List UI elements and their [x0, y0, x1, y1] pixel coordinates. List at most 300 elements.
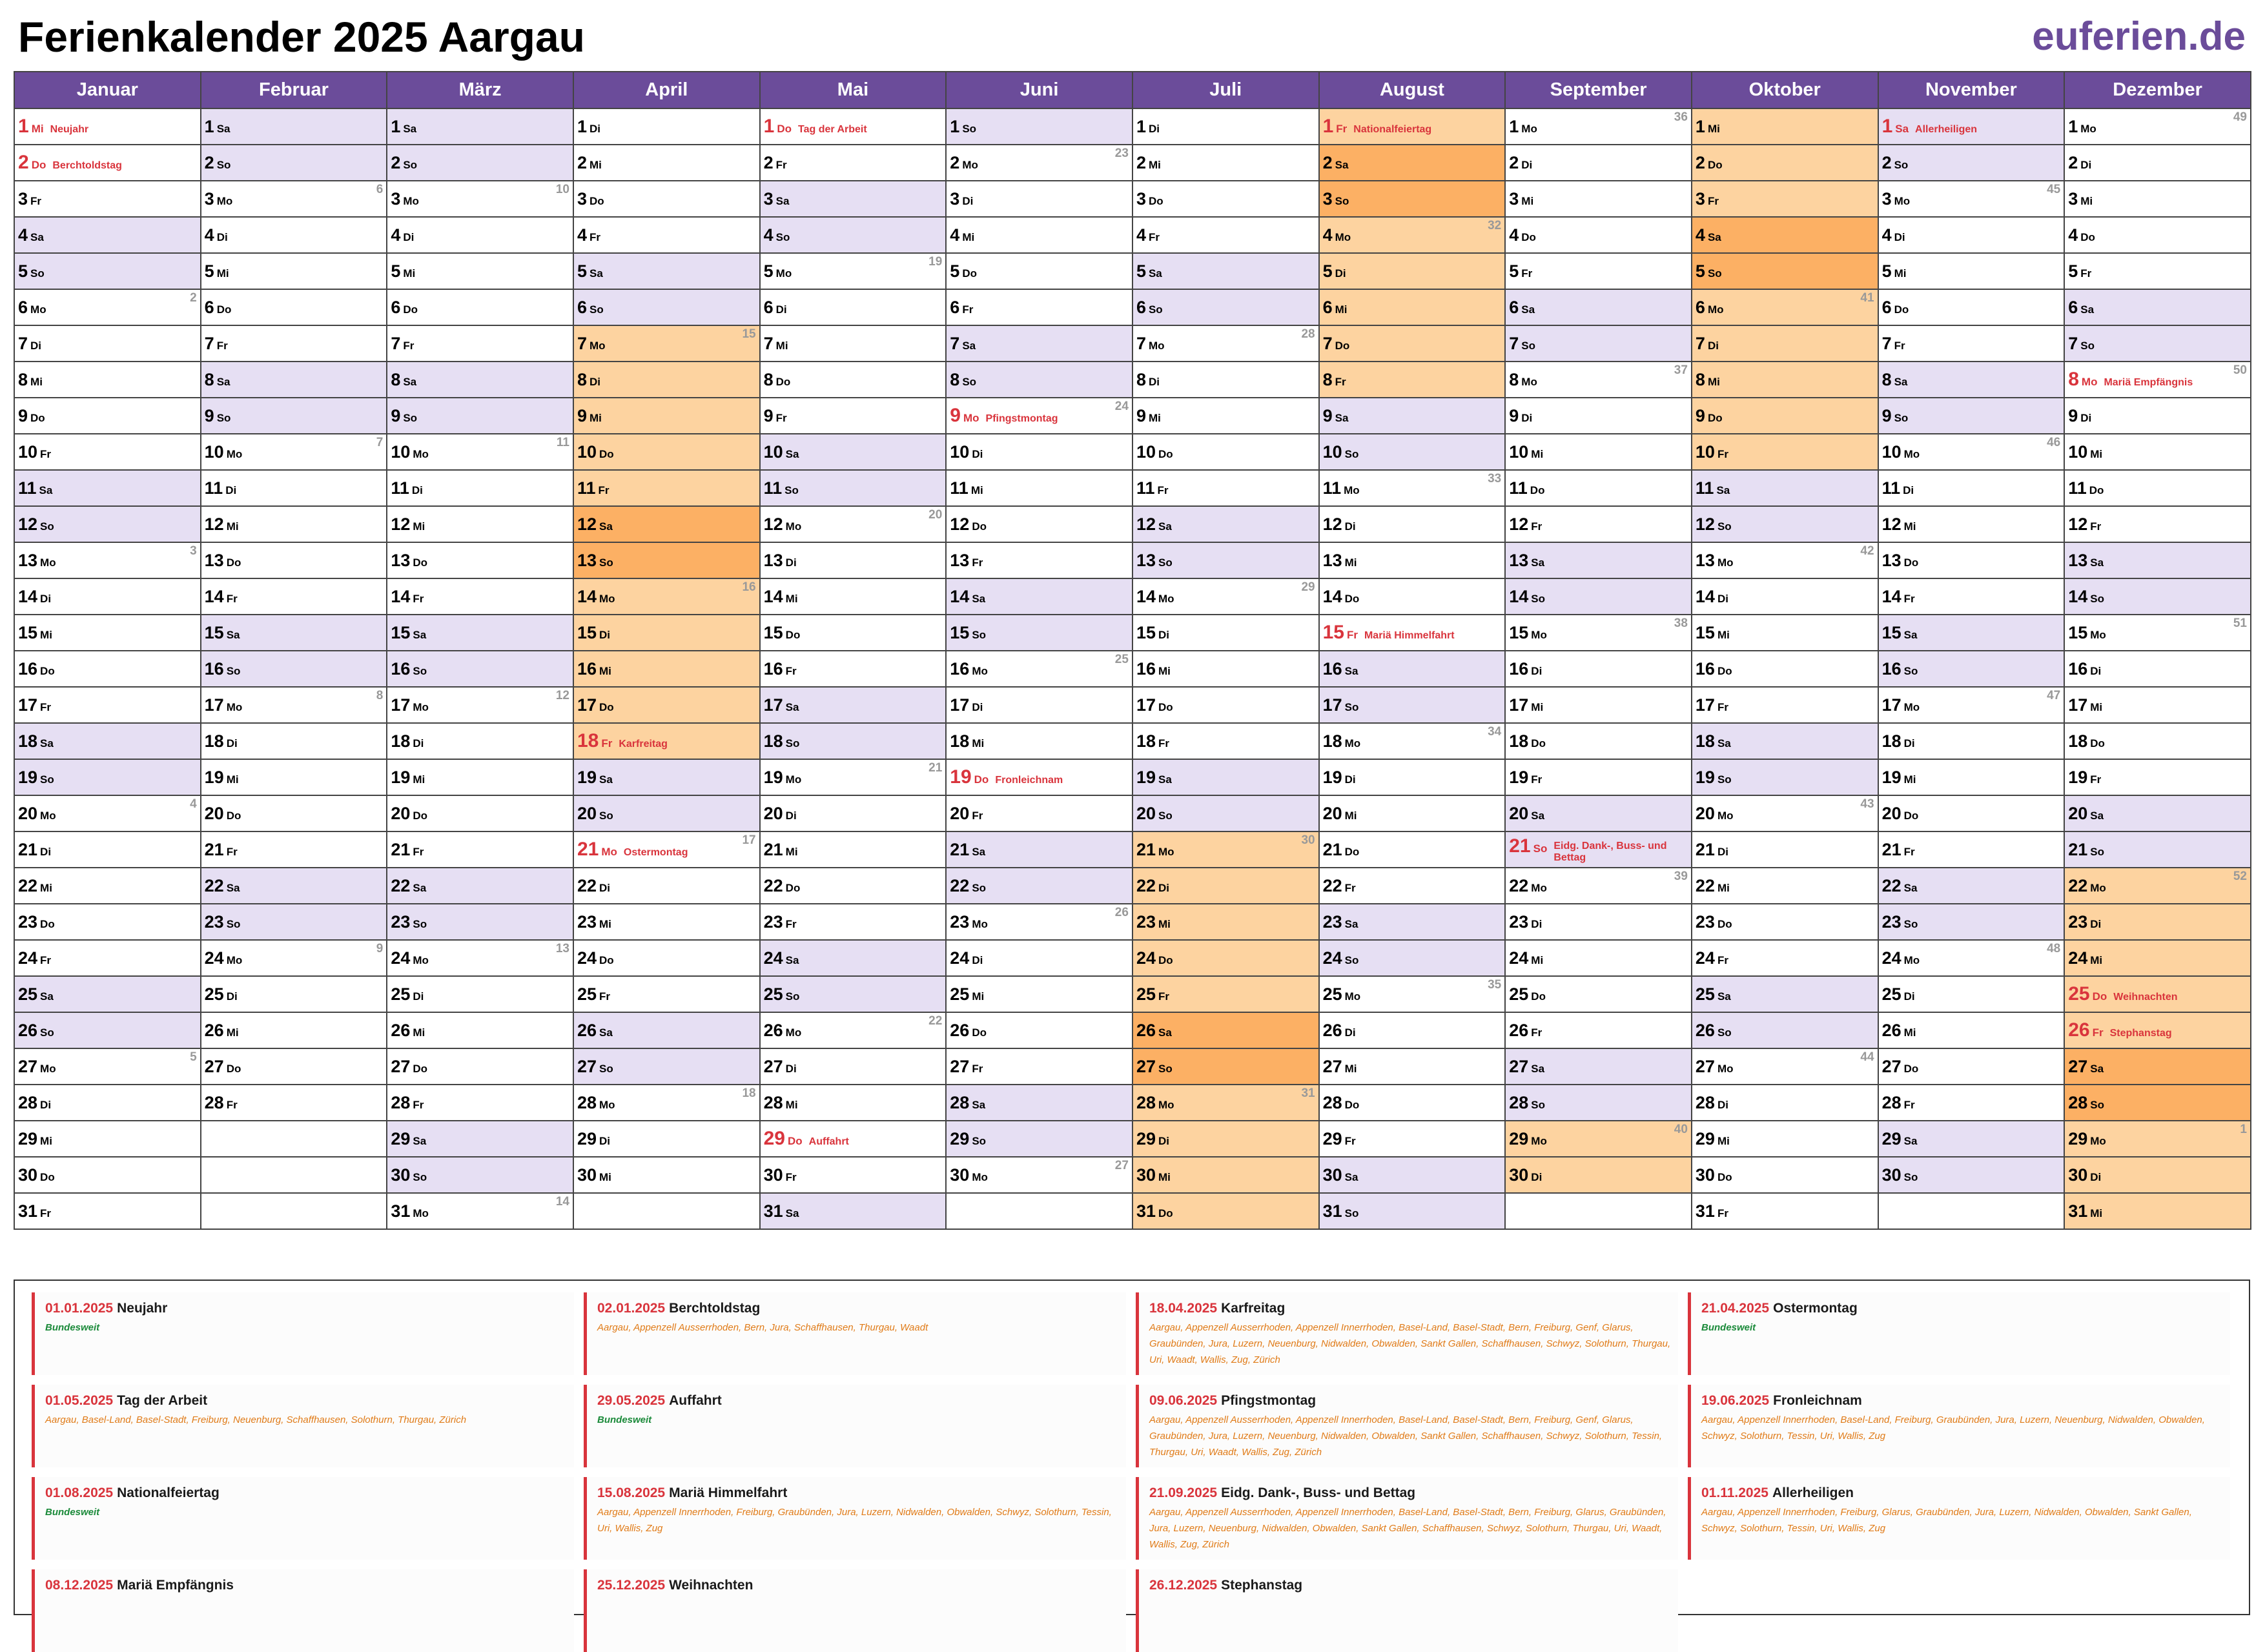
- day-cell[interactable]: [946, 578, 1132, 615]
- day-cell[interactable]: [201, 217, 387, 253]
- day-cell[interactable]: [1878, 289, 2065, 325]
- day-cell[interactable]: [201, 108, 387, 145]
- day-cell[interactable]: [1505, 976, 1692, 1012]
- day-cell[interactable]: [760, 759, 947, 795]
- day-cell[interactable]: [2064, 723, 2251, 759]
- day-cell[interactable]: [1505, 1012, 1692, 1048]
- day-cell[interactable]: [1319, 1085, 1506, 1121]
- day-cell[interactable]: [1692, 831, 1878, 868]
- day-cell[interactable]: [1132, 578, 1319, 615]
- day-cell[interactable]: [14, 217, 201, 253]
- day-cell[interactable]: [1505, 1085, 1692, 1121]
- day-cell[interactable]: [2064, 1193, 2251, 1229]
- day-cell[interactable]: [1878, 253, 2065, 289]
- day-cell[interactable]: [201, 289, 387, 325]
- day-cell[interactable]: [760, 542, 947, 578]
- day-cell[interactable]: [1692, 795, 1878, 831]
- day-cell[interactable]: [1132, 289, 1319, 325]
- day-cell[interactable]: [1132, 108, 1319, 145]
- day-cell[interactable]: [1132, 759, 1319, 795]
- day-cell[interactable]: [573, 470, 760, 506]
- day-cell[interactable]: [1132, 615, 1319, 651]
- day-cell[interactable]: [1505, 940, 1692, 976]
- day-cell[interactable]: [1132, 651, 1319, 687]
- day-cell[interactable]: [1692, 1193, 1878, 1229]
- day-cell[interactable]: [1319, 434, 1506, 470]
- day-cell[interactable]: [1692, 1012, 1878, 1048]
- day-cell[interactable]: [760, 181, 947, 217]
- day-cell[interactable]: [1132, 362, 1319, 398]
- day-cell[interactable]: [946, 470, 1132, 506]
- day-cell[interactable]: [573, 940, 760, 976]
- day-cell[interactable]: [2064, 181, 2251, 217]
- day-cell[interactable]: [1692, 325, 1878, 362]
- day-cell[interactable]: [2064, 904, 2251, 940]
- day-cell[interactable]: [1319, 1157, 1506, 1193]
- day-cell[interactable]: [760, 253, 947, 289]
- day-cell[interactable]: [573, 362, 760, 398]
- day-cell[interactable]: [1505, 325, 1692, 362]
- day-cell[interactable]: [1505, 795, 1692, 831]
- day-cell[interactable]: [1319, 1121, 1506, 1157]
- day-cell[interactable]: [201, 1085, 387, 1121]
- day-cell[interactable]: [760, 904, 947, 940]
- day-cell[interactable]: [946, 1121, 1132, 1157]
- day-cell[interactable]: [1692, 434, 1878, 470]
- day-cell[interactable]: [201, 904, 387, 940]
- day-cell[interactable]: [2064, 108, 2251, 145]
- day-cell[interactable]: [946, 108, 1132, 145]
- day-cell[interactable]: [387, 1012, 573, 1048]
- day-cell[interactable]: [387, 1048, 573, 1085]
- day-cell[interactable]: [1505, 868, 1692, 904]
- day-cell[interactable]: [1692, 217, 1878, 253]
- day-cell[interactable]: [387, 253, 573, 289]
- day-cell[interactable]: [2064, 615, 2251, 651]
- day-cell[interactable]: [14, 289, 201, 325]
- day-cell[interactable]: [14, 759, 201, 795]
- day-cell[interactable]: [14, 253, 201, 289]
- day-cell[interactable]: [573, 289, 760, 325]
- day-cell[interactable]: [2064, 325, 2251, 362]
- day-cell[interactable]: [14, 578, 201, 615]
- day-cell[interactable]: [2064, 398, 2251, 434]
- day-cell[interactable]: [14, 542, 201, 578]
- day-cell[interactable]: [1319, 398, 1506, 434]
- day-cell[interactable]: [760, 289, 947, 325]
- day-cell[interactable]: [201, 615, 387, 651]
- day-cell[interactable]: [1692, 1157, 1878, 1193]
- day-cell[interactable]: [760, 1048, 947, 1085]
- day-cell[interactable]: [2064, 1121, 2251, 1157]
- day-cell[interactable]: [573, 868, 760, 904]
- day-cell[interactable]: [1692, 1121, 1878, 1157]
- day-cell[interactable]: [387, 542, 573, 578]
- day-cell[interactable]: [573, 723, 760, 759]
- day-cell[interactable]: [1878, 578, 2065, 615]
- day-cell[interactable]: [387, 470, 573, 506]
- day-cell[interactable]: [387, 1121, 573, 1157]
- day-cell[interactable]: [1319, 542, 1506, 578]
- day-cell[interactable]: [2064, 940, 2251, 976]
- day-cell[interactable]: [201, 868, 387, 904]
- day-cell[interactable]: [1878, 1157, 2065, 1193]
- day-cell[interactable]: [201, 723, 387, 759]
- day-cell[interactable]: [14, 181, 201, 217]
- day-cell[interactable]: [1505, 289, 1692, 325]
- day-cell[interactable]: [946, 506, 1132, 542]
- day-cell[interactable]: [946, 940, 1132, 976]
- day-cell[interactable]: [760, 398, 947, 434]
- day-cell[interactable]: [1319, 217, 1506, 253]
- day-cell[interactable]: [1878, 687, 2065, 723]
- day-cell[interactable]: [14, 1048, 201, 1085]
- day-cell[interactable]: [1692, 578, 1878, 615]
- day-cell[interactable]: [201, 506, 387, 542]
- day-cell[interactable]: [946, 1012, 1132, 1048]
- day-cell[interactable]: [387, 578, 573, 615]
- day-cell[interactable]: [1132, 868, 1319, 904]
- day-cell[interactable]: [1692, 687, 1878, 723]
- day-cell[interactable]: [1132, 398, 1319, 434]
- day-cell[interactable]: [1132, 253, 1319, 289]
- brand-logo[interactable]: euferien.de: [2032, 14, 2246, 59]
- day-cell[interactable]: [573, 976, 760, 1012]
- day-cell[interactable]: [1505, 398, 1692, 434]
- day-cell[interactable]: [2064, 795, 2251, 831]
- day-cell[interactable]: [573, 904, 760, 940]
- day-cell[interactable]: [1878, 1048, 2065, 1085]
- day-cell[interactable]: [2064, 868, 2251, 904]
- day-cell[interactable]: [1319, 108, 1506, 145]
- day-cell[interactable]: [14, 470, 201, 506]
- day-cell[interactable]: [1319, 1048, 1506, 1085]
- day-cell[interactable]: [2064, 831, 2251, 868]
- day-cell[interactable]: [387, 868, 573, 904]
- day-cell[interactable]: [573, 831, 760, 868]
- day-cell[interactable]: [1878, 795, 2065, 831]
- day-cell[interactable]: [1505, 253, 1692, 289]
- day-cell[interactable]: [14, 145, 201, 181]
- day-cell[interactable]: [1132, 145, 1319, 181]
- day-cell[interactable]: [1132, 831, 1319, 868]
- day-cell[interactable]: [387, 362, 573, 398]
- day-cell[interactable]: [1132, 723, 1319, 759]
- day-cell[interactable]: [1132, 1157, 1319, 1193]
- day-cell[interactable]: [946, 976, 1132, 1012]
- day-cell[interactable]: [14, 615, 201, 651]
- day-cell[interactable]: [946, 289, 1132, 325]
- day-cell[interactable]: [14, 976, 201, 1012]
- day-cell[interactable]: [1505, 904, 1692, 940]
- day-cell[interactable]: [760, 1012, 947, 1048]
- day-cell[interactable]: [2064, 976, 2251, 1012]
- day-cell[interactable]: [1878, 506, 2065, 542]
- day-cell[interactable]: [1692, 362, 1878, 398]
- day-cell[interactable]: [946, 651, 1132, 687]
- day-cell[interactable]: [387, 795, 573, 831]
- day-cell[interactable]: [946, 434, 1132, 470]
- day-cell[interactable]: [573, 1157, 760, 1193]
- day-cell[interactable]: [1692, 723, 1878, 759]
- day-cell[interactable]: [387, 181, 573, 217]
- day-cell[interactable]: [1505, 759, 1692, 795]
- day-cell[interactable]: [1878, 362, 2065, 398]
- day-cell[interactable]: [1505, 615, 1692, 651]
- day-cell[interactable]: [946, 759, 1132, 795]
- day-cell[interactable]: [201, 362, 387, 398]
- day-cell[interactable]: [1319, 506, 1506, 542]
- day-cell[interactable]: [1319, 868, 1506, 904]
- day-cell[interactable]: [1692, 542, 1878, 578]
- day-cell[interactable]: [201, 795, 387, 831]
- day-cell[interactable]: [1319, 615, 1506, 651]
- day-cell[interactable]: [573, 687, 760, 723]
- day-cell[interactable]: [760, 687, 947, 723]
- day-cell[interactable]: [2064, 217, 2251, 253]
- day-cell[interactable]: [201, 940, 387, 976]
- day-cell[interactable]: [2064, 759, 2251, 795]
- day-cell[interactable]: [1319, 759, 1506, 795]
- day-cell[interactable]: [201, 398, 387, 434]
- day-cell[interactable]: [946, 904, 1132, 940]
- day-cell[interactable]: [14, 795, 201, 831]
- day-cell[interactable]: [14, 434, 201, 470]
- day-cell[interactable]: [14, 940, 201, 976]
- day-cell[interactable]: [1505, 470, 1692, 506]
- day-cell[interactable]: [760, 1157, 947, 1193]
- day-cell[interactable]: [573, 1121, 760, 1157]
- day-cell[interactable]: [1692, 181, 1878, 217]
- day-cell[interactable]: [201, 542, 387, 578]
- day-cell[interactable]: [387, 289, 573, 325]
- day-cell[interactable]: [201, 1012, 387, 1048]
- day-cell[interactable]: [1878, 217, 2065, 253]
- day-cell[interactable]: [1132, 181, 1319, 217]
- day-cell[interactable]: [14, 325, 201, 362]
- day-cell[interactable]: [946, 217, 1132, 253]
- day-cell[interactable]: [201, 687, 387, 723]
- day-cell[interactable]: [573, 795, 760, 831]
- day-cell[interactable]: [1319, 651, 1506, 687]
- day-cell[interactable]: [573, 578, 760, 615]
- day-cell[interactable]: [1319, 145, 1506, 181]
- day-cell[interactable]: [946, 325, 1132, 362]
- day-cell[interactable]: [1692, 1085, 1878, 1121]
- day-cell[interactable]: [760, 976, 947, 1012]
- day-cell[interactable]: [573, 108, 760, 145]
- day-cell[interactable]: [1132, 217, 1319, 253]
- day-cell[interactable]: [1505, 723, 1692, 759]
- day-cell[interactable]: [1505, 831, 1692, 868]
- day-cell[interactable]: [1878, 181, 2065, 217]
- day-cell[interactable]: [1132, 434, 1319, 470]
- day-cell[interactable]: [573, 1085, 760, 1121]
- day-cell[interactable]: [14, 831, 201, 868]
- day-cell[interactable]: [946, 145, 1132, 181]
- day-cell[interactable]: [760, 578, 947, 615]
- day-cell[interactable]: [1319, 1193, 1506, 1229]
- day-cell[interactable]: [1132, 1048, 1319, 1085]
- day-cell[interactable]: [760, 362, 947, 398]
- day-cell[interactable]: [201, 145, 387, 181]
- day-cell[interactable]: [1132, 1121, 1319, 1157]
- day-cell[interactable]: [1692, 615, 1878, 651]
- day-cell[interactable]: [201, 325, 387, 362]
- day-cell[interactable]: [573, 506, 760, 542]
- day-cell[interactable]: [760, 795, 947, 831]
- day-cell[interactable]: [1319, 940, 1506, 976]
- day-cell[interactable]: [1319, 289, 1506, 325]
- day-cell[interactable]: [1878, 398, 2065, 434]
- day-cell[interactable]: [1878, 108, 2065, 145]
- day-cell[interactable]: [387, 904, 573, 940]
- day-cell[interactable]: [1878, 723, 2065, 759]
- day-cell[interactable]: [2064, 1048, 2251, 1085]
- day-cell[interactable]: [387, 940, 573, 976]
- day-cell[interactable]: [1319, 325, 1506, 362]
- day-cell[interactable]: [2064, 362, 2251, 398]
- day-cell[interactable]: [946, 795, 1132, 831]
- day-cell[interactable]: [2064, 578, 2251, 615]
- day-cell[interactable]: [573, 325, 760, 362]
- day-cell[interactable]: [1878, 651, 2065, 687]
- day-cell[interactable]: [1505, 1121, 1692, 1157]
- day-cell[interactable]: [1878, 759, 2065, 795]
- day-cell[interactable]: [760, 651, 947, 687]
- day-cell[interactable]: [201, 759, 387, 795]
- day-cell[interactable]: [1692, 470, 1878, 506]
- day-cell[interactable]: [1319, 723, 1506, 759]
- day-cell[interactable]: [1692, 108, 1878, 145]
- day-cell[interactable]: [760, 470, 947, 506]
- day-cell[interactable]: [201, 470, 387, 506]
- day-cell[interactable]: [2064, 470, 2251, 506]
- day-cell[interactable]: [201, 578, 387, 615]
- day-cell[interactable]: [14, 868, 201, 904]
- day-cell[interactable]: [1505, 108, 1692, 145]
- day-cell[interactable]: [14, 723, 201, 759]
- day-cell[interactable]: [387, 434, 573, 470]
- day-cell[interactable]: [946, 723, 1132, 759]
- day-cell[interactable]: [1505, 181, 1692, 217]
- day-cell[interactable]: [1505, 217, 1692, 253]
- day-cell[interactable]: [573, 434, 760, 470]
- day-cell[interactable]: [946, 831, 1132, 868]
- day-cell[interactable]: [573, 181, 760, 217]
- day-cell[interactable]: [946, 868, 1132, 904]
- day-cell[interactable]: [946, 542, 1132, 578]
- day-cell[interactable]: [1132, 940, 1319, 976]
- day-cell[interactable]: [573, 217, 760, 253]
- day-cell[interactable]: [760, 325, 947, 362]
- day-cell[interactable]: [760, 1193, 947, 1229]
- day-cell[interactable]: [573, 145, 760, 181]
- day-cell[interactable]: [14, 398, 201, 434]
- day-cell[interactable]: [387, 976, 573, 1012]
- day-cell[interactable]: [387, 398, 573, 434]
- day-cell[interactable]: [573, 1048, 760, 1085]
- day-cell[interactable]: [387, 1085, 573, 1121]
- day-cell[interactable]: [201, 831, 387, 868]
- day-cell[interactable]: [1319, 362, 1506, 398]
- day-cell[interactable]: [1878, 325, 2065, 362]
- day-cell[interactable]: [1878, 615, 2065, 651]
- day-cell[interactable]: [1505, 434, 1692, 470]
- day-cell[interactable]: [1878, 904, 2065, 940]
- day-cell[interactable]: [573, 651, 760, 687]
- day-cell[interactable]: [387, 687, 573, 723]
- day-cell[interactable]: [1878, 542, 2065, 578]
- day-cell[interactable]: [573, 542, 760, 578]
- day-cell[interactable]: [1878, 940, 2065, 976]
- day-cell[interactable]: [1132, 976, 1319, 1012]
- day-cell[interactable]: [946, 1157, 1132, 1193]
- day-cell[interactable]: [201, 976, 387, 1012]
- day-cell[interactable]: [760, 868, 947, 904]
- day-cell[interactable]: [1505, 1157, 1692, 1193]
- day-cell[interactable]: [1319, 1012, 1506, 1048]
- day-cell[interactable]: [760, 217, 947, 253]
- day-cell[interactable]: [1132, 687, 1319, 723]
- day-cell[interactable]: [1692, 253, 1878, 289]
- day-cell[interactable]: [1505, 651, 1692, 687]
- day-cell[interactable]: [387, 506, 573, 542]
- day-cell[interactable]: [946, 253, 1132, 289]
- day-cell[interactable]: [1319, 976, 1506, 1012]
- day-cell[interactable]: [1692, 289, 1878, 325]
- day-cell[interactable]: [14, 1157, 201, 1193]
- day-cell[interactable]: [201, 181, 387, 217]
- day-cell[interactable]: [14, 108, 201, 145]
- day-cell[interactable]: [14, 506, 201, 542]
- day-cell[interactable]: [1132, 1012, 1319, 1048]
- day-cell[interactable]: [2064, 1012, 2251, 1048]
- day-cell[interactable]: [14, 1012, 201, 1048]
- day-cell[interactable]: [1692, 1048, 1878, 1085]
- day-cell[interactable]: [760, 831, 947, 868]
- day-cell[interactable]: [946, 1085, 1132, 1121]
- day-cell[interactable]: [573, 615, 760, 651]
- day-cell[interactable]: [387, 145, 573, 181]
- day-cell[interactable]: [573, 253, 760, 289]
- day-cell[interactable]: [387, 615, 573, 651]
- day-cell[interactable]: [760, 434, 947, 470]
- day-cell[interactable]: [946, 615, 1132, 651]
- day-cell[interactable]: [946, 1048, 1132, 1085]
- day-cell[interactable]: [1319, 795, 1506, 831]
- day-cell[interactable]: [946, 362, 1132, 398]
- day-cell[interactable]: [14, 1193, 201, 1229]
- day-cell[interactable]: [1878, 868, 2065, 904]
- day-cell[interactable]: [1319, 687, 1506, 723]
- day-cell[interactable]: [760, 145, 947, 181]
- day-cell[interactable]: [2064, 145, 2251, 181]
- day-cell[interactable]: [1878, 831, 2065, 868]
- day-cell[interactable]: [1132, 1193, 1319, 1229]
- day-cell[interactable]: [1878, 976, 2065, 1012]
- day-cell[interactable]: [387, 1193, 573, 1229]
- day-cell[interactable]: [760, 615, 947, 651]
- day-cell[interactable]: [573, 398, 760, 434]
- day-cell[interactable]: [1132, 795, 1319, 831]
- day-cell[interactable]: [201, 651, 387, 687]
- day-cell[interactable]: [2064, 1157, 2251, 1193]
- day-cell[interactable]: [1505, 506, 1692, 542]
- day-cell[interactable]: [1878, 1121, 2065, 1157]
- day-cell[interactable]: [1505, 687, 1692, 723]
- day-cell[interactable]: [760, 108, 947, 145]
